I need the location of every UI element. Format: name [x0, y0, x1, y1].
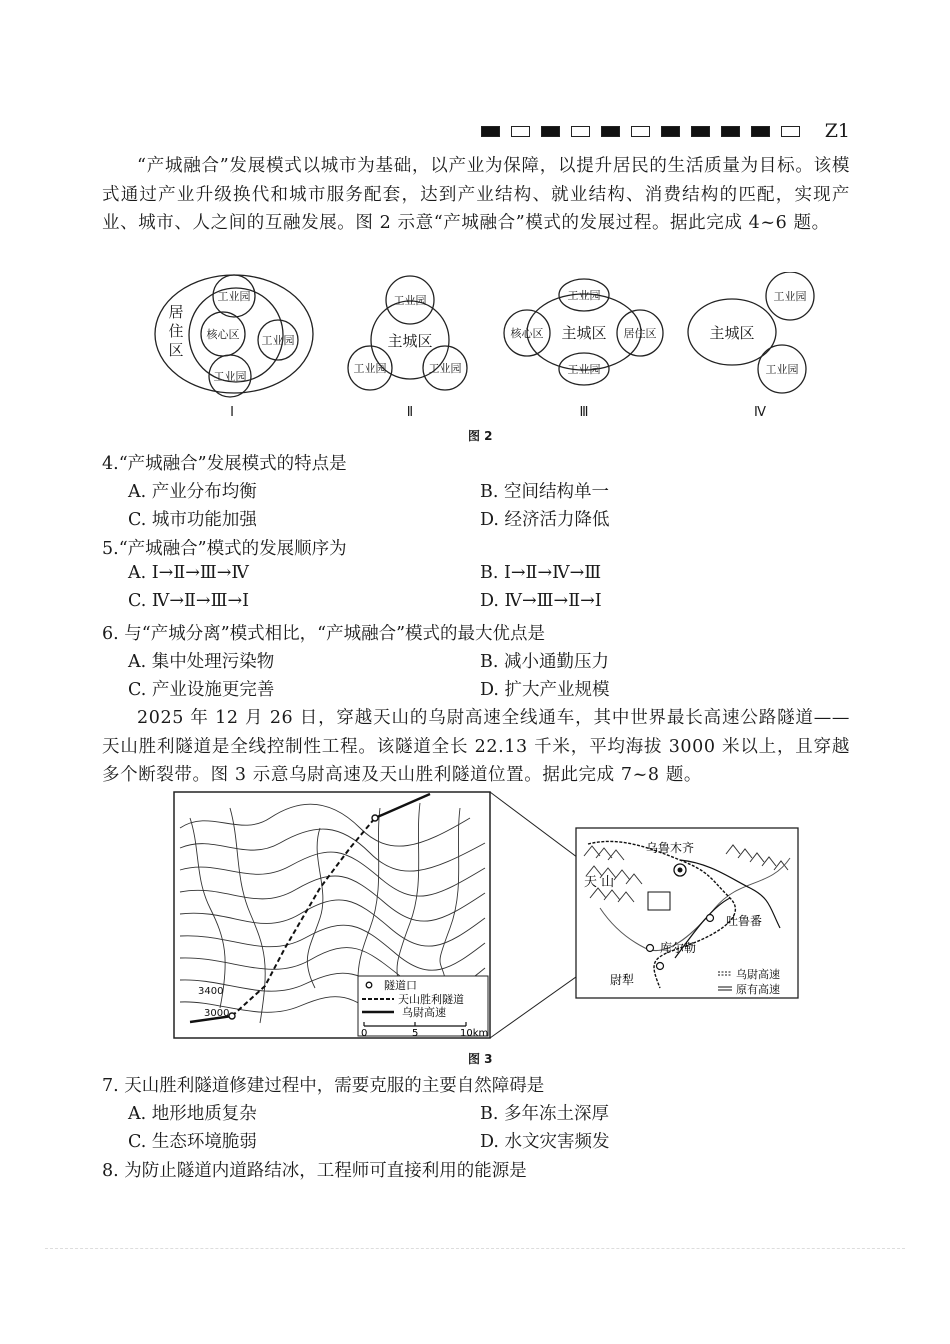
- fig2-label: 工业园: [261, 334, 295, 347]
- fig2-label: 核心区: [206, 328, 240, 341]
- q6-option-d: D. 扩大产业规模: [480, 680, 610, 700]
- question-6-stem: 6. 与“产城分离”模式相比，“产城融合”模式的最大优点是: [102, 624, 546, 644]
- header-mark: [631, 126, 650, 137]
- scale-label: 5: [412, 1028, 419, 1039]
- figure-2-caption: 图 2: [468, 429, 493, 443]
- q7-option-c: C. 生态环境脆弱: [128, 1132, 257, 1152]
- figure-3-caption: 图 3: [468, 1052, 493, 1066]
- header-mark: [721, 126, 740, 137]
- header-mark: [571, 126, 590, 137]
- fig3-contour-label: 3400: [198, 986, 224, 997]
- fig3-contour-label: 3000: [204, 1008, 230, 1019]
- q4-option-a: A. 产业分布均衡: [128, 482, 257, 502]
- fig2-label: 区: [168, 341, 184, 359]
- fig2-label: 工业园: [567, 363, 601, 376]
- fig2-label: 工业园: [217, 290, 251, 303]
- legend-portal: 隧道口: [384, 979, 417, 992]
- header-mark: [481, 126, 500, 137]
- q5-option-d: D. Ⅳ→Ⅲ→Ⅱ→Ⅰ: [480, 591, 602, 611]
- paper-code: Z1: [824, 120, 850, 142]
- question-4-stem: 4.“产城融合”发展模式的特点是: [102, 454, 347, 474]
- header-mark: [511, 126, 530, 137]
- fig2-numeral: Ⅰ: [230, 405, 234, 420]
- fig2-label: 工业园: [393, 294, 427, 307]
- fig2-label: 主城区: [709, 324, 755, 342]
- q4-option-b: B. 空间结构单一: [480, 482, 609, 502]
- fig2-numeral: Ⅲ: [579, 405, 589, 420]
- scale-label: 10km: [460, 1028, 489, 1039]
- header-mark: [691, 126, 710, 137]
- inset-legend-old: 原有高速: [736, 983, 780, 996]
- fig2-label: 主城区: [387, 332, 433, 350]
- header-mark: [661, 126, 680, 137]
- intro-paragraph-1: “产城融合”发展模式以城市为基础，以产业为保障，以提升居民的生活质量为目标。该模式通过产业升级换代和城市服务配套，达到产业结构、就业结构、消费结构的匹配，实现产业、城市、人之间的互融发展。图 2 示意“产城融合”模式的发展过程。据此完成 4~6 题。: [102, 156, 850, 233]
- figure-2: [148, 272, 828, 422]
- q4-option-c: C. 城市功能加强: [128, 510, 257, 530]
- header-mark: [601, 126, 620, 137]
- fig3-tunnel-portal: [372, 815, 378, 821]
- legend-tunnel: 天山胜利隧道: [398, 993, 464, 1006]
- fig2-numeral: Ⅱ: [406, 405, 414, 420]
- fig2-label: 工业园: [428, 362, 462, 375]
- fig2-label: 主城区: [561, 324, 607, 342]
- fig2-label: 工业园: [213, 370, 247, 383]
- legend-highway: 乌尉高速: [402, 1006, 446, 1019]
- q7-option-b: B. 多年冻土深厚: [480, 1104, 609, 1124]
- inset-label-tianshan: 天 山: [584, 875, 615, 890]
- fig3-tunnel-portal: [229, 1013, 235, 1019]
- question-8-stem: 8. 为防止隧道内道路结冰，工程师可直接利用的能源是: [102, 1161, 527, 1181]
- q5-option-a: A. Ⅰ→Ⅱ→Ⅲ→Ⅳ: [128, 563, 249, 583]
- fig2-label: 居住区: [623, 327, 657, 340]
- fig2-label: 工业园: [773, 290, 807, 303]
- fig2-label: 工业园: [765, 363, 799, 376]
- fig2-label: 居: [168, 303, 184, 321]
- page-footer-line: [45, 1248, 905, 1249]
- fig2-label: 住: [168, 322, 184, 340]
- q4-option-d: D. 经济活力降低: [480, 510, 610, 530]
- q5-option-c: C. Ⅳ→Ⅱ→Ⅲ→Ⅰ: [128, 591, 250, 611]
- q7-option-d: D. 水文灾害频发: [480, 1132, 610, 1152]
- q5-option-b: B. Ⅰ→Ⅱ→Ⅳ→Ⅲ: [480, 563, 602, 583]
- inset-label-turpan: 吐鲁番: [726, 914, 763, 928]
- question-5-stem: 5.“产城融合”模式的发展顺序为: [102, 539, 347, 559]
- intro-paragraph-2: 2025 年 12 月 26 日，穿越天山的乌尉高速全线通车，其中世界最长高速公路隧道——天山胜利隧道是全线控制性工程。该隧道全长 22.13 千米，平均海拔 3000 米以上，且穿越多个断裂带。图 3 示意乌尉高速及天山胜利隧道位置。据此完成 7~8 题。: [102, 708, 850, 785]
- inset-legend-highway: 乌尉高速: [736, 968, 780, 981]
- fig2-numeral: Ⅳ: [754, 405, 766, 420]
- fig2-label: 工业园: [353, 362, 387, 375]
- inset-label-korla: 库尔勒: [660, 941, 697, 955]
- q6-option-b: B. 减小通勤压力: [480, 652, 609, 672]
- figure-3: [170, 788, 810, 1044]
- q6-option-c: C. 产业设施更完善: [128, 680, 275, 700]
- header-mark: [541, 126, 560, 137]
- fig2-label: 工业园: [567, 289, 601, 302]
- fig2-label: 核心区: [510, 327, 544, 340]
- inset-label-yuli: 尉犁: [610, 973, 635, 987]
- page-header: [420, 118, 850, 144]
- q7-option-a: A. 地形地质复杂: [128, 1104, 257, 1124]
- q6-option-a: A. 集中处理污染物: [128, 652, 275, 672]
- question-7-stem: 7. 天山胜利隧道修建过程中，需要克服的主要自然障碍是: [102, 1076, 545, 1096]
- scale-label: 0: [361, 1028, 368, 1039]
- header-mark: [781, 126, 800, 137]
- header-mark: [751, 126, 770, 137]
- inset-label-urumqi: 乌鲁木齐: [646, 841, 695, 855]
